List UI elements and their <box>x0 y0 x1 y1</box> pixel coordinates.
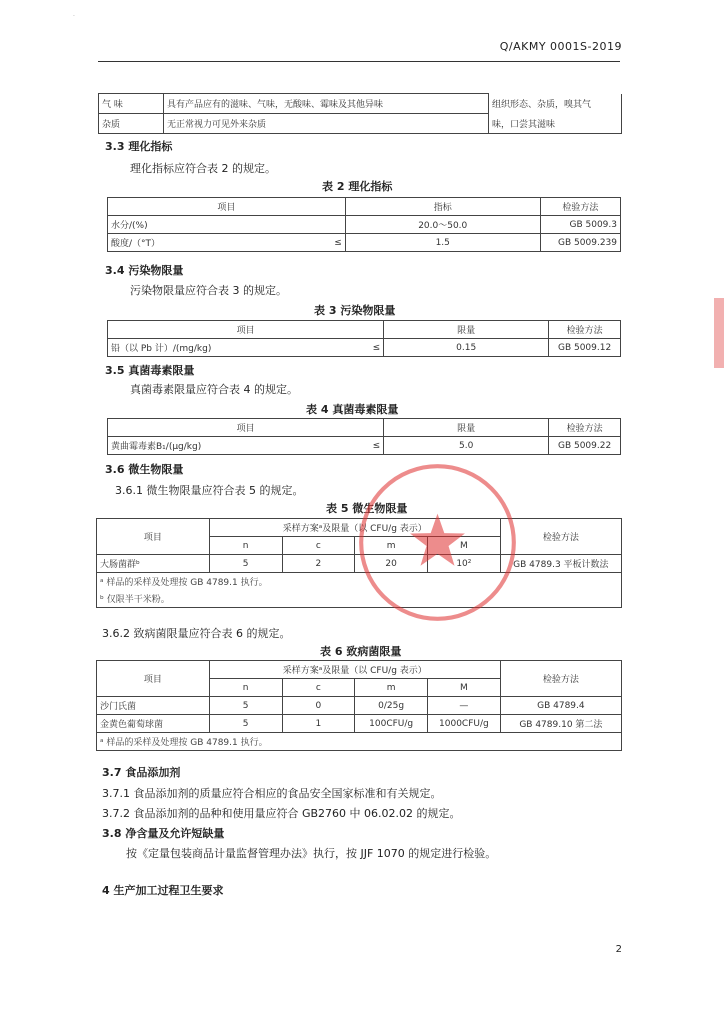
table-subheader-row: n c m M <box>97 537 622 555</box>
official-seal-stamp <box>355 460 520 625</box>
table-2 <box>107 197 621 252</box>
table-header-row: 项目 采样方案ᵃ及限量（以 CFU/g 表示） 检验方法 <box>97 519 622 537</box>
page-number: 2 <box>615 944 622 955</box>
table-6 <box>96 660 622 751</box>
section-3-6-title: 3.6 微生物限量 <box>105 463 184 476</box>
section-3-4-title: 3.4 污染物限量 <box>105 264 184 277</box>
section-3-7-title: 3.7 食品添加剂 <box>102 766 181 779</box>
section-3-5-title: 3.5 真菌毒素限量 <box>105 364 195 377</box>
section-3-7-2-text: 3.7.2 食品添加剂的品种和使用量应符合 GB2760 中 06.02.02 的规定。 <box>102 807 461 820</box>
table-4-caption: 表 4 真菌毒素限量 <box>306 403 399 416</box>
table-3 <box>107 320 621 357</box>
table-row: 金黄色葡萄球菌 5 1 100CFU/g 1000CFU/g GB 4789.10 第二法 <box>97 715 622 733</box>
table-note-row: ᵇ 仅限半干米粉。 <box>97 590 622 608</box>
sensory-table-continued <box>98 93 622 134</box>
table-3-caption: 表 3 污染物限量 <box>314 304 396 317</box>
table-header-row: 项目 限量 检验方法 <box>108 419 621 437</box>
table-header-row: 项目 指标 检验方法 <box>108 198 621 216</box>
section-3-5-text: 真菌毒素限量应符合表 4 的规定。 <box>130 383 298 396</box>
section-3-6-1-text: 3.6.1 微生物限量应符合表 5 的规定。 <box>115 484 304 497</box>
table-row: 铅（以 Pb 计）/(mg/kg) ≤ 0.15 GB 5009.12 <box>108 339 621 357</box>
section-3-3-title: 3.3 理化指标 <box>105 140 173 153</box>
table-header-row: 项目 采样方案ᵃ及限量（以 CFU/g 表示） 检验方法 <box>97 661 622 679</box>
table-note-row: ᵃ 样品的采样及处理按 GB 4789.1 执行。 <box>97 573 622 591</box>
seam-seal-stamp <box>711 298 724 368</box>
standard-number: Q/AKMY 0001S-2019 <box>499 40 622 53</box>
section-3-8-text: 按《定量包装商品计量监督管理办法》执行，按 JJF 1070 的规定进行检验。 <box>126 847 497 860</box>
table-row: 沙门氏菌 5 0 0/25g — GB 4789.4 <box>97 697 622 715</box>
table-row: 大肠菌群ᵇ 5 2 20 10² GB 4789.3 平板计数法 <box>97 555 622 573</box>
table-row: 酸度/（°T） ≤ 1.5 GB 5009.239 <box>108 234 621 252</box>
table-row: 气 味 具有产品应有的滋味、气味，无酸味、霉味及其他异味 组织形态、杂质，嗅其气 <box>99 94 622 114</box>
table-row: 杂质 无正常视力可见外来杂质 味，口尝其滋味 <box>99 114 622 134</box>
section-3-8-title: 3.8 净含量及允许短缺量 <box>102 827 225 840</box>
table-4 <box>107 418 621 455</box>
table-row: 水分/(%) 20.0～50.0 GB 5009.3 <box>108 216 621 234</box>
table-header-row: 项目 限量 检验方法 <box>108 321 621 339</box>
table-note-row: ᵃ 样品的采样及处理按 GB 4789.1 执行。 <box>97 733 622 751</box>
section-3-3-text: 理化指标应符合表 2 的规定。 <box>130 162 276 175</box>
section-4-title: 4 生产加工过程卫生要求 <box>102 884 224 897</box>
table-subheader-row: n c m M <box>97 679 622 697</box>
section-3-6-2-text: 3.6.2 致病菌限量应符合表 6 的规定。 <box>102 627 291 640</box>
scan-dot: . <box>73 11 75 18</box>
section-3-4-text: 污染物限量应符合表 3 的规定。 <box>130 284 287 297</box>
header-rule <box>98 61 620 62</box>
section-3-7-1-text: 3.7.1 食品添加剂的质量应符合相应的食品安全国家标准和有关规定。 <box>102 787 442 800</box>
table-5-caption: 表 5 微生物限量 <box>326 502 408 515</box>
table-row: 黄曲霉毒素B₁/(μg/kg) ≤ 5.0 GB 5009.22 <box>108 437 621 455</box>
table-6-caption: 表 6 致病菌限量 <box>320 645 402 658</box>
table-2-caption: 表 2 理化指标 <box>322 180 393 193</box>
